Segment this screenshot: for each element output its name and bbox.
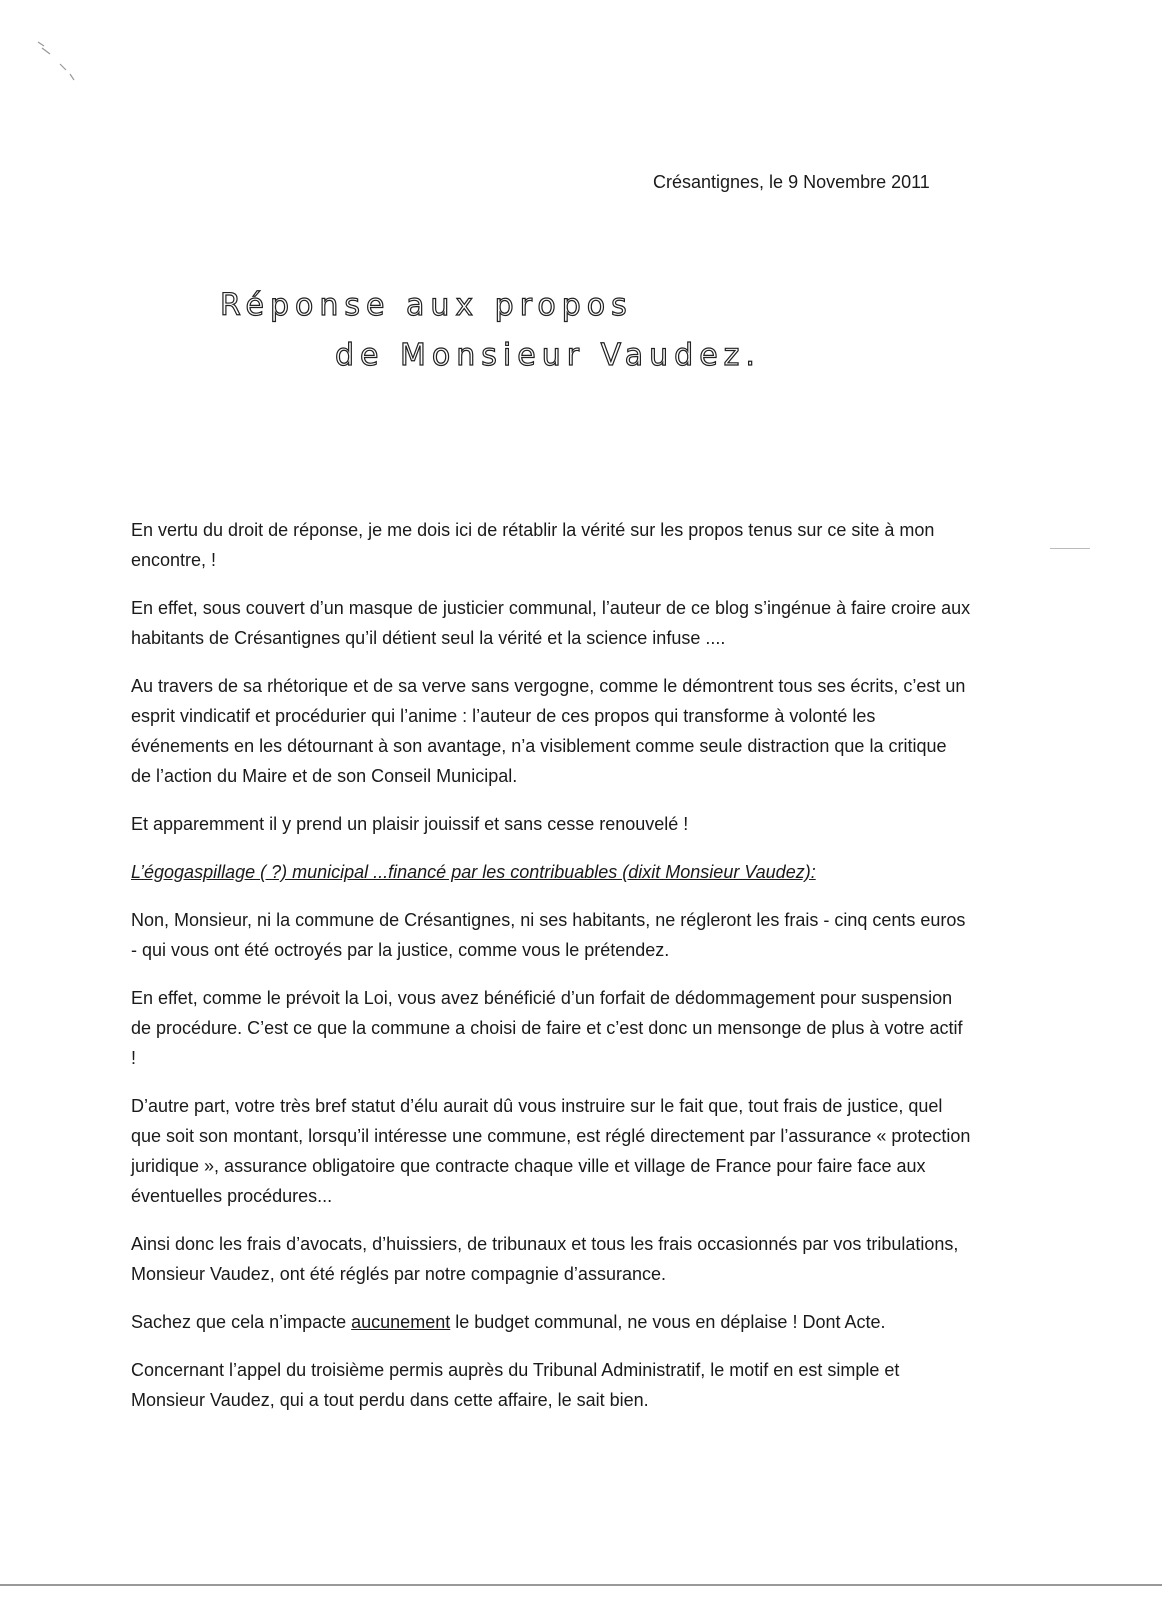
paragraph-text: le budget communal, ne vous en déplaise ! Dont Acte. (450, 1312, 886, 1332)
paragraph: Et apparemment il y prend un plaisir jouissif et sans cesse renouvelé ! (131, 814, 689, 834)
paragraph: Concernant l’appel du troisième permis auprès du Tribunal Administratif, le motif en est simple et Monsieur Vaudez, qui a tout perdu dans cette affaire, le sait bien. (131, 1360, 900, 1410)
paragraph (131, 1307, 971, 1337)
bottom-scan-edge (0, 1584, 1162, 1586)
title-line-1: Réponse aux propos (220, 288, 633, 323)
paragraph: Ainsi donc les frais d’avocats, d’huissiers, de tribunaux et tous les frais occasionnés par vos tribulations, Monsieur Vaudez, ont été réglés par notre compagnie d’assurance. (131, 1234, 959, 1284)
margin-mark (1050, 548, 1090, 549)
date-line: Crésantignes, le 9 Novembre 2011 (653, 172, 930, 192)
section-subheading: L’égogaspillage ( ?) municipal ...financé par les contribuables (dixit Monsieur Vaudez): (131, 862, 816, 882)
paragraph: Au travers de sa rhétorique et de sa verve sans vergogne, comme le démontrent tous ses écrits, c’est un esprit vindicatif et procédurier qui l’anime : l’auteur de ces propos qui transforme à volonté les événements en les détournant à son avantage, n’a visiblement comme seule distraction que la critique de l’action du Maire et de son Conseil Municipal. (131, 676, 966, 786)
paragraph: En effet, sous couvert d’un masque de justicier communal, l’auteur de ce blog s’ingénue à faire croire aux habitants de Crésantignes qu’il détient seul la vérité et la science infuse .... (131, 598, 971, 648)
paragraph: En vertu du droit de réponse, je me dois ici de rétablir la vérité sur les propos tenus sur ce site à mon encontre, ! (131, 520, 935, 570)
title-line-2: de Monsieur Vaudez. (335, 338, 761, 373)
letter-body (131, 515, 971, 1433)
underlined-word: aucunement (351, 1312, 451, 1332)
paragraph: D’autre part, votre très bref statut d’élu aurait dû vous instruire sur le fait que, tout frais de justice, quel que soit son montant, lorsqu’il intéresse une commune, est réglé directement par l’assurance « protection juridique », assurance obligatoire que contracte chaque ville et village de France pour faire face aux éventuelles procédures... (131, 1096, 971, 1206)
paragraph-text: Sachez que cela n’impacte (131, 1312, 352, 1332)
scan-speck-mark (30, 38, 80, 88)
paragraph: Non, Monsieur, ni la commune de Crésantignes, ni ses habitants, ne régleront les frais - cinq cents euros - qui vous ont été octroyés par la justice, comme vous le prétendez. (131, 910, 966, 960)
paragraph: En effet, comme le prévoit la Loi, vous avez bénéficié d’un forfait de dédommagement pour suspension de procédure. C’est ce que la commune a choisi de faire et c’est donc un mensonge de plus à votre actif ! (131, 988, 963, 1068)
